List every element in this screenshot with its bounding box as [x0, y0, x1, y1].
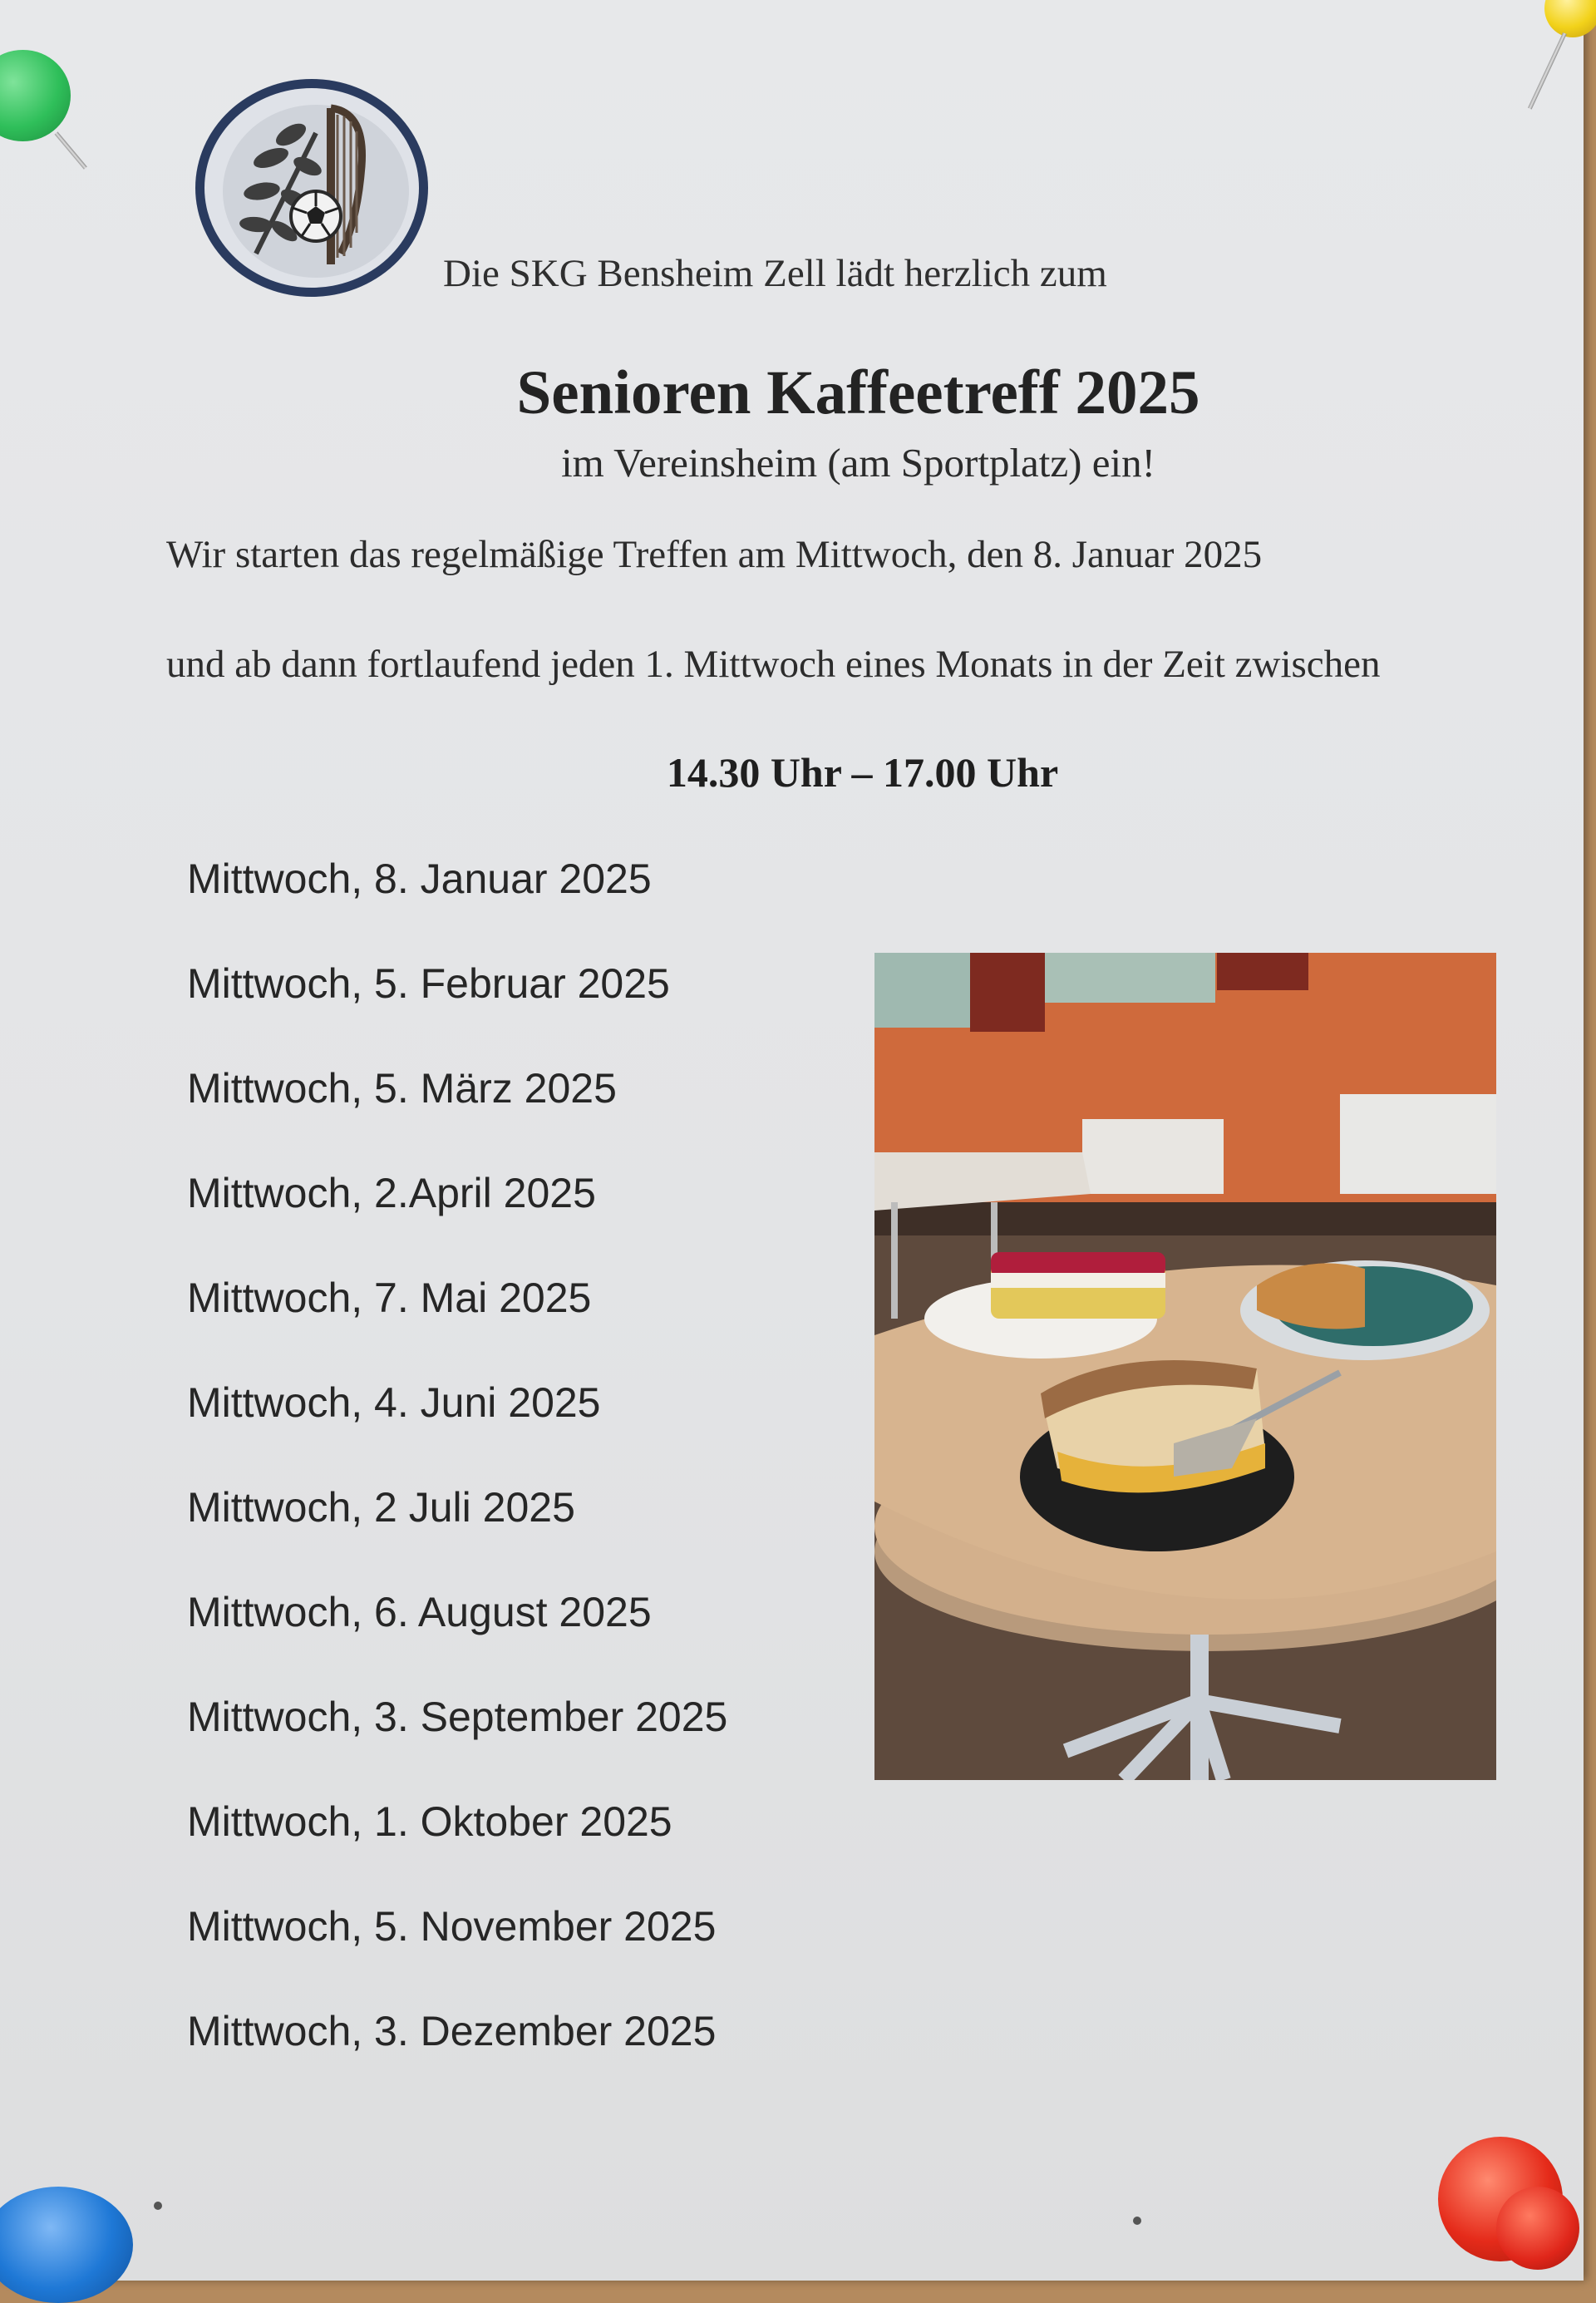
- date-item: Mittwoch, 4. Juni 2025: [187, 1379, 601, 1426]
- pin-hole: [1133, 2217, 1141, 2225]
- date-item: Mittwoch, 3. Dezember 2025: [187, 2008, 717, 2054]
- date-item: Mittwoch, 7. Mai 2025: [187, 1275, 592, 1321]
- event-location: im Vereinsheim (am Sportplatz) ein!: [561, 440, 1155, 486]
- date-item: Mittwoch, 8. Januar 2025: [187, 856, 652, 902]
- event-title: Senioren Kaffeetreff 2025: [516, 358, 1200, 427]
- club-logo-icon: [191, 75, 432, 301]
- event-time: 14.30 Uhr – 17.00 Uhr: [666, 749, 1059, 796]
- cake-photo: [874, 953, 1496, 1780]
- pin-hole: [154, 2202, 162, 2210]
- date-item: Mittwoch, 6. August 2025: [187, 1589, 652, 1635]
- date-item: Mittwoch, 3. September 2025: [187, 1694, 728, 1740]
- schedule-info: und ab dann fortlaufend jeden 1. Mittwoch eines Monats in der Zeit zwischen: [166, 643, 1381, 686]
- date-item: Mittwoch, 2 Juli 2025: [187, 1484, 575, 1531]
- date-item: Mittwoch, 2.April 2025: [187, 1170, 596, 1216]
- date-item: Mittwoch, 5. November 2025: [187, 1903, 717, 1950]
- date-item: Mittwoch, 5. März 2025: [187, 1065, 617, 1112]
- date-list: [187, 850, 727, 2107]
- date-item: Mittwoch, 5. Februar 2025: [187, 960, 670, 1007]
- date-item: Mittwoch, 1. Oktober 2025: [187, 1798, 672, 1845]
- start-info: Wir starten das regelmäßige Treffen am Mittwoch, den 8. Januar 2025: [166, 533, 1263, 576]
- invite-line: Die SKG Bensheim Zell lädt herzlich zum: [443, 252, 1107, 295]
